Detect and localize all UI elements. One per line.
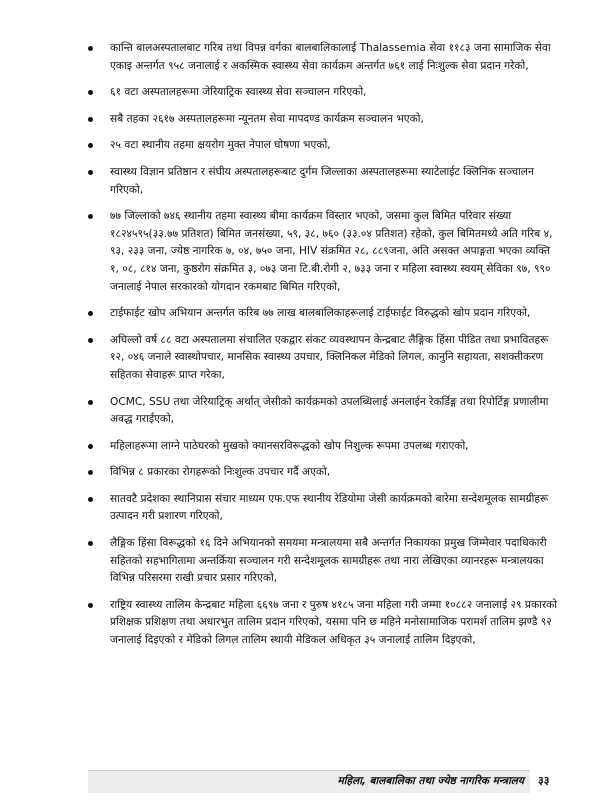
list-item-text: कान्ति बालअस्पतालबाट गरिब तथा विपन्न वर्गका बालबालिकालाई Thalassemia सेवा ११८३ जना सामाजिक सेवा एकाइ अन्तर्गत ९५८ जनालाई र अकस्मिक स्वास्थ्य सेवा कार्यक्रम अन्तर्गत ७६१ लाई निःशुल्क सेवा प्रदान गरेको, — [110, 42, 551, 72]
bullet-icon — [88, 400, 93, 405]
bullet-icon — [88, 497, 93, 502]
bullet-icon — [88, 90, 93, 95]
list-item-text: अघिल्लो वर्ष ८८ वटा अस्पतालमा संचालित एकद्वार संकट व्यवस्थापन केन्द्रबाट लैङ्गिक हिंसा पीडित तथा प्रभावितहरू १२, ०४६ जनाले स्वास्थोपचार, मानसिक स्वास्थ्य उपचार, क्लिनिकल मेडिको लिगल, कानुनि सहायता, सशक्तीकरण सहितका सेवाहरू प्राप्त गरेका, — [110, 333, 549, 381]
bullet-icon — [88, 117, 93, 122]
bullet-icon — [88, 46, 93, 51]
list-item — [88, 40, 558, 75]
bullet-icon — [88, 338, 93, 343]
list-item — [88, 535, 558, 588]
bullet-icon — [88, 470, 93, 475]
list-item — [88, 137, 558, 155]
list-item — [88, 84, 558, 102]
list-item-text: OCMC, SSU तथा जेरियाट्रिक् अर्थात् जेसीको कार्यक्रमको उपलब्धिलाई अनलाईन रेकर्डिङ्ग तथा रिपोर्टिङ्ग प्रणालीमा अवद्ध गराईएको, — [110, 395, 549, 426]
list-item-text: ६१ वटा अस्पतालहरूमा जेरियाट्रिक स्वास्थ्य सेवा सञ्चालन गरिएको, — [110, 86, 367, 99]
list-item-text: महिलाहरूमा लाग्ने पाठेघरको मुखको क्यानसरविरूद्धको खोप निशुल्क रूपमा उपलब्ध गराएको, — [110, 439, 469, 452]
list-item — [88, 438, 558, 456]
list-item-text: स्वास्थ्य विज्ञान प्रतिष्ठान र संघीय अस्पतालहरूबाट दुर्गम जिल्लाका अस्पतालहरूमा स्याटेलाईट क्लिनिक सञ्चालन गरिएको, — [110, 165, 534, 196]
achievement-list — [88, 40, 558, 659]
list-item — [88, 597, 558, 650]
list-item — [88, 394, 558, 429]
list-item-text: टाईफाईट खोप अभियान अन्तर्गत करिब ७७ लाख बालबालिकाहरूलाई टाईफाईट विरुद्धको खोप प्रदान गरिएको, — [110, 307, 531, 320]
list-item — [88, 305, 558, 323]
list-item-text: सातवटै प्रदेशका स्थानिप्रास संचार माध्यम एफ.एफ स्थानीय रेडियोमा जेसी कार्यक्रमको बारेमा सन्देशमूलक सामग्रीहरू उत्पादन गरी प्रशारण गरिएको, — [110, 492, 549, 523]
bullet-icon — [88, 444, 93, 449]
list-item-text: राष्ट्रिय स्वास्थ्य तालिम केन्द्रबाट महिला ६६९७ जना र पुरुष ४१८५ जना महिला गरी जम्मा १०८८२ जनालाई २९ प्रकारको प्रशिक्षक प्रशिक्षण तथा अधारभुत तालिम प्रदान गरिएको, यसमा पनि छ महिने मनोसामाजिक परामर्श तालिम झण्डै ९२ जनालाई दिइएको र मेडिको लिगल तालिम स्थायी मेडिकल अधिकृत ३५ जनालाई तालिम दिइएको, — [110, 598, 558, 647]
list-item-text: लैङ्गिक हिंसा विरूद्धको १६ दिने अभियानको समयमा मन्त्रालयमा सबै अन्तर्गत निकायका प्रमुख जिम्मेवार पदाधिकारी सहितको सहभागितामा अन्तर्क्रिया सञ्चालन गरी सन्देशमूलक सामग्रीहरू तथा नारा लेखिएका व्यानरहरू मन्त्रालयका विभिन्न परिसरमा राखी प्रचार प्रसार गरिएको, — [110, 537, 547, 585]
list-item-text: विभिन्न ८ प्रकारका रोगहरूको निःशुल्क उपचार गर्दै अएको, — [110, 466, 331, 479]
bullet-icon — [88, 311, 93, 316]
list-item — [88, 464, 558, 482]
list-item-text: २५ वटा स्थानीय तहमा क्षयरोग मुक्त नेपाल घोषणा भएको, — [110, 139, 331, 152]
list-item — [88, 491, 558, 526]
list-item — [88, 332, 558, 385]
bullet-icon — [88, 143, 93, 148]
list-item-text: सबै तहका २६१७ अस्पतालहरूमा न्यूनतम सेवा मापदण्ड कार्यक्रम सञ्चालन भएको, — [110, 112, 424, 125]
bullet-icon — [88, 214, 93, 219]
page-number: ३३ — [538, 774, 550, 787]
footer-ministry-title: महिला, बालबालिका तथा ज्येष्ठ नागरिक मन्त्रालय — [337, 775, 524, 787]
bullet-icon — [88, 170, 93, 175]
bullet-icon — [88, 603, 93, 608]
list-item — [88, 208, 558, 296]
list-item — [88, 111, 558, 129]
list-item — [88, 164, 558, 199]
list-item-text: ७७ जिल्लाको ७४६ स्थानीय तहमा स्वास्थ्य बीमा कार्यक्रम विस्तार भएको, जसमा कुल बिमित परिवार संख्या १८२४५९५(३३.७७ प्रतिशत) बिमित जनसंख्या, ५९, ३८, ७६० (३३.०४ प्रतिशत) रहेको, कुल बिमितमध्ये अति गरिब ४, ९३, २३३ जना, ज्येष्ठ नागरिक ७, ०४, ७५० जना, HIV संक्रमित २८, ८८९जना, अति असक्त अपाङ्गता भएका व्यक्ति १, ०८, ८१४ जना, कुष्ठरोग संक्रमित ३, ०७३ जना टि.बी.रोगी २, ७३३ जना र महिला स्वास्थ्य स्वयम् सेविका ९७, ९९० जनालाई नेपाल सरकारको योगदान रकमबाट बिमित गरिएको, — [110, 210, 553, 293]
bullet-icon — [88, 541, 93, 546]
